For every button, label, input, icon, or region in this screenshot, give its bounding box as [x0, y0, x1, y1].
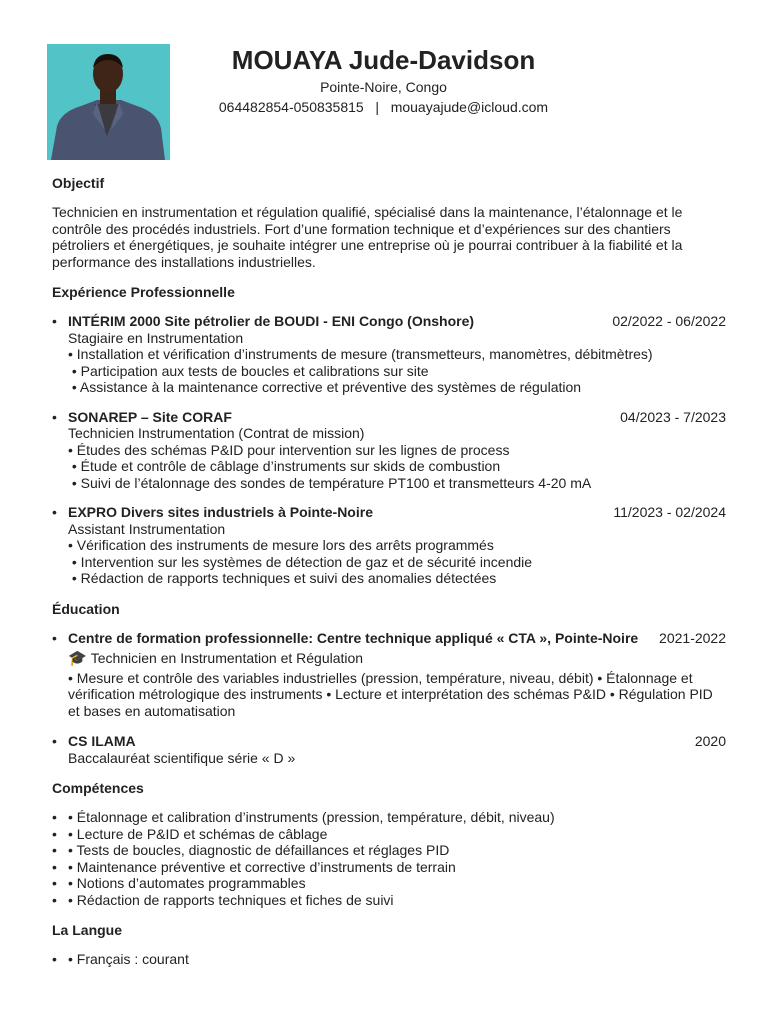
graduation-cap-icon: 🎓: [68, 650, 87, 667]
job-role: Stagiaire en Instrumentation: [68, 329, 244, 346]
job-item: [52, 409, 726, 492]
candidate-name: MOUAYA Jude-Davidson: [231, 45, 536, 75]
job-company: • SONAREP – Site CORAF: [68, 408, 232, 425]
resume-body: [52, 174, 726, 981]
skill-item: • • Rédaction de rapports techniques et fiches de suivi: [52, 892, 726, 909]
contact-line: [170, 97, 597, 117]
job-dates: 02/2022 - 06/2022: [612, 313, 726, 329]
education-list: [52, 630, 726, 767]
experience-heading: Expérience Professionnelle: [52, 284, 235, 300]
languages-heading: La Langue: [52, 922, 123, 938]
job-role: Technicien Instrumentation (Contrat de mission): [68, 425, 365, 441]
job-task: • Installation et vérification d’instruments de mesure (transmetteurs, manomètres, débitmètres): [68, 346, 653, 362]
skills-heading: Compétences: [52, 780, 144, 796]
job-task: • Étude et contrôle de câblage d’instruments sur skids de combustion: [68, 458, 501, 474]
location: Pointe-Noire, Congo: [320, 79, 447, 95]
education-degree: Baccalauréat scientifique série « D »: [68, 749, 296, 766]
phone: 064482854-050835815: [218, 99, 364, 115]
education-item: [52, 733, 726, 766]
education-item: [52, 630, 726, 720]
job-company: • EXPRO Divers sites industriels à Pointe-Noire: [68, 504, 373, 520]
education-school: • Centre de formation professionnelle: Centre technique appliqué « CTA », Pointe-Noire: [68, 629, 639, 646]
job-role: Assistant Instrumentation: [68, 520, 226, 537]
education-degree-line: [68, 650, 726, 668]
skill-item: • • Notions d’automates programmables: [52, 875, 726, 892]
language-item: • • Français : courant: [52, 951, 726, 968]
education-heading: Éducation: [52, 600, 120, 617]
resume-header: [170, 44, 597, 117]
education-dates: 2021-2022: [659, 629, 726, 646]
education-details: • Mesure et contrôle des variables industrielles (pression, température, niveau, débit) • Étalonnage et vérification métrologique des instruments • Lecture et interprétation des schémas P&ID • Régulation PID et bases en automatisation: [68, 669, 713, 719]
email-link[interactable]: mouayajude@icloud.com: [390, 99, 549, 115]
skill-item: • • Tests de boucles, diagnostic de défaillances et réglages PID: [52, 842, 726, 859]
job-task: • Assistance à la maintenance corrective et préventive des systèmes de régulation: [68, 379, 582, 395]
job-task: • Participation aux tests de boucles et calibrations sur site: [68, 362, 429, 379]
objective-text: Technicien en instrumentation et régulation qualifié, spécialisé dans la maintenance, l’étalonnage et le contrôle des procédés industriels. Fort d’une formation technique et d’expériences sur des chantiers pétroliers et énergétiques, je souhaite intégrer une entreprise où je pourrai contribuer à la fiabilité et la performance des installations industrielles.: [52, 204, 683, 270]
languages-list: [52, 951, 726, 968]
job-task: • Rédaction de rapports techniques et suivi des anomalies détectées: [68, 570, 497, 586]
job-item: [52, 313, 726, 396]
skill-item: • • Maintenance préventive et corrective d’instruments de terrain: [52, 859, 726, 876]
skill-item: • • Lecture de P&ID et schémas de câblage: [52, 826, 726, 843]
job-task: • Études des schémas P&ID pour intervention sur les lignes de process: [68, 441, 510, 458]
education-dates: 2020: [694, 733, 726, 749]
education-school: • CS ILAMA: [68, 733, 136, 749]
contact-separator: |: [375, 99, 380, 115]
person-portrait-icon: [47, 44, 170, 160]
job-dates: 11/2023 - 02/2024: [613, 504, 726, 520]
job-task: • Intervention sur les systèmes de détection de gaz et de sécurité incendie: [68, 553, 533, 570]
job-dates: 04/2023 - 7/2023: [620, 408, 726, 425]
skills-list: [52, 809, 726, 908]
profile-photo: [47, 44, 170, 160]
skill-item: • • Étalonnage et calibration d’instruments (pression, température, débit, niveau): [52, 809, 726, 826]
job-item: [52, 504, 726, 587]
education-degree: Technicien en Instrumentation et Régulation: [90, 650, 364, 666]
job-task: • Suivi de l’étalonnage des sondes de température PT100 et transmetteurs 4-20 mA: [68, 474, 592, 491]
job-task: • Vérification des instruments de mesure lors des arrêts programmés: [68, 537, 494, 553]
job-company: • INTÉRIM 2000 Site pétrolier de BOUDI - ENI Congo (Onshore): [68, 313, 475, 329]
objective-heading: Objectif: [52, 175, 105, 191]
experience-list: [52, 313, 726, 587]
